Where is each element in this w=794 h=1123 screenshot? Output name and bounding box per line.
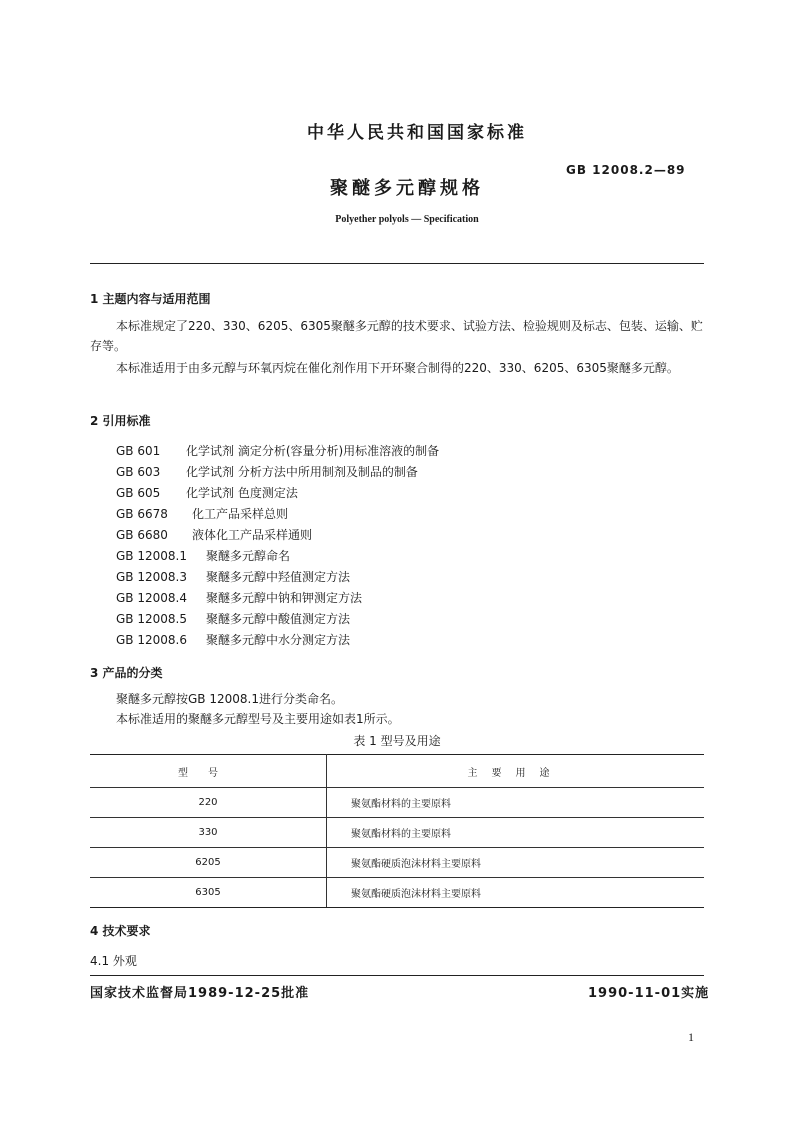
reference-title: 聚醚多元醇中羟值测定方法	[206, 570, 351, 584]
reference-title: 聚醚多元醇中酸值测定方法	[206, 612, 351, 626]
reference-title: 化学试剂 色度测定法	[186, 486, 298, 500]
model-cell: 6205	[90, 848, 327, 878]
table-header-row	[90, 755, 704, 788]
reference-code: GB 12008.6	[116, 633, 187, 647]
column-header-use: 主要用途	[327, 755, 705, 788]
table-1-caption: 表 1 型号及用途	[353, 734, 441, 748]
approval-date: 国家技术监督局1989-12-25批准	[90, 986, 310, 1001]
section-4-1-heading: 4.1 外观	[90, 954, 137, 968]
reference-code: GB 12008.5	[116, 612, 187, 626]
column-header-model: 型号	[90, 755, 327, 788]
reference-code: GB 12008.4	[116, 591, 187, 605]
section-3-paragraph-2: 本标准适用的聚醚多元醇型号及主要用途如表1所示。	[116, 712, 400, 726]
reference-item	[116, 610, 350, 627]
document-subtitle: Polyether polyols — Specification	[335, 214, 479, 225]
reference-code: GB 12008.1	[116, 549, 187, 563]
reference-item	[116, 484, 298, 501]
model-cell: 220	[90, 788, 327, 818]
use-cell: 聚氨酯硬质泡沫材料主要原料	[327, 878, 705, 908]
use-cell: 聚氨酯硬质泡沫材料主要原料	[327, 848, 705, 878]
reference-title: 聚醚多元醇中水分测定方法	[206, 633, 351, 647]
reference-title: 聚醚多元醇命名	[206, 549, 291, 563]
reference-code: GB 12008.3	[116, 570, 187, 584]
table-row	[90, 878, 704, 908]
standard-number: GB 12008.2—89	[566, 163, 686, 177]
reference-title: 化学试剂 分析方法中所用制剂及制品的制备	[186, 465, 418, 479]
table-1	[90, 754, 704, 908]
section-4-heading: 4 技术要求	[90, 924, 151, 938]
reference-code: GB 6678	[116, 507, 168, 521]
section-1-paragraph-1: 本标准规定了220、330、6205、6305聚醚多元醇的技术要求、试验方法、检验规则及标志、包装、运输、贮存等。	[90, 319, 703, 353]
reference-item	[116, 589, 362, 606]
header-divider	[90, 263, 704, 264]
model-cell: 6305	[90, 878, 327, 908]
effective-date: 1990-11-01实施	[588, 986, 710, 1001]
reference-item	[116, 442, 439, 459]
footer-divider	[90, 975, 704, 976]
reference-item	[116, 526, 312, 543]
model-cell: 330	[90, 818, 327, 848]
reference-title: 化学试剂 滴定分析(容量分析)用标准溶液的制备	[186, 444, 440, 458]
section-3-paragraph-1: 聚醚多元醇按GB 12008.1进行分类命名。	[116, 692, 343, 706]
reference-item	[116, 631, 350, 648]
standard-body-header: 中华人民共和国国家标准	[307, 123, 527, 143]
reference-code: GB 605	[116, 486, 161, 500]
section-2-heading: 2 引用标准	[90, 414, 151, 428]
section-3-heading: 3 产品的分类	[90, 666, 163, 680]
section-1-paragraph-2: 本标准适用于由多元醇与环氧丙烷在催化剂作用下开环聚合制得的220、330、6205、6305聚醚多元醇。	[116, 361, 679, 375]
page-number: 1	[688, 1030, 694, 1044]
reference-title: 液体化工产品采样通则	[192, 528, 313, 542]
use-cell: 聚氨酯材料的主要原料	[327, 818, 705, 848]
table-row	[90, 818, 704, 848]
reference-item	[116, 547, 290, 564]
reference-code: GB 6680	[116, 528, 168, 542]
table-row	[90, 848, 704, 878]
reference-title: 聚醚多元醇中钠和钾测定方法	[206, 591, 363, 605]
reference-code: GB 601	[116, 444, 161, 458]
reference-item	[116, 463, 418, 480]
document-title: 聚醚多元醇规格	[330, 178, 484, 199]
reference-title: 化工产品采样总则	[192, 507, 289, 521]
reference-code: GB 603	[116, 465, 161, 479]
table-row	[90, 788, 704, 818]
use-cell: 聚氨酯材料的主要原料	[327, 788, 705, 818]
reference-item	[116, 568, 350, 585]
section-1-heading: 1 主题内容与适用范围	[90, 292, 211, 306]
reference-item	[116, 505, 288, 522]
